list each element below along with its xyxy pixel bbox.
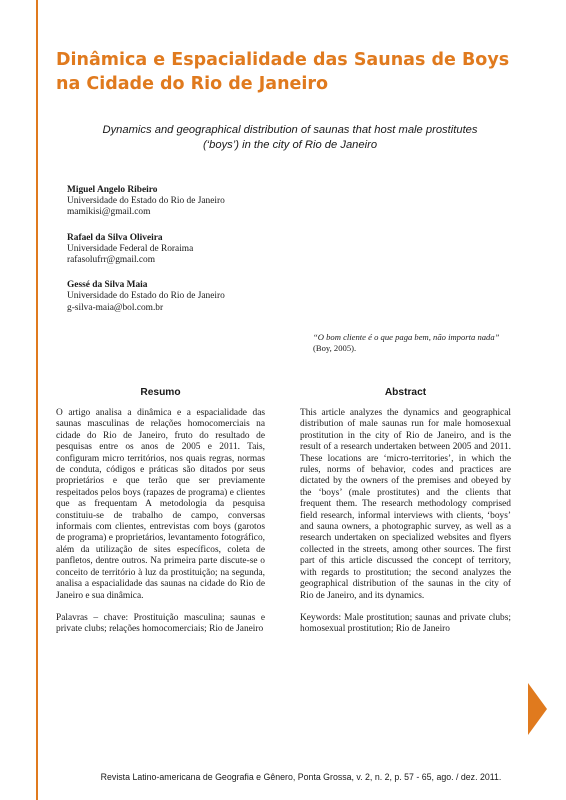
journal-footer: Revista Latino-americana de Geografia e Gênero, Ponta Grossa, v. 2, n. 2, p. 57 - 65, ago. / dez. 2011. bbox=[100, 772, 502, 782]
author-name: Miguel Angelo Ribeiro bbox=[67, 185, 158, 195]
subtitle-line-2: (‘boys’) in the city of Rio de Janeiro bbox=[202, 139, 378, 151]
author-list bbox=[67, 185, 327, 328]
resumo-column bbox=[56, 387, 265, 636]
resumo-heading: Resumo bbox=[140, 387, 181, 398]
epigraph-source: (Boy, 2005). bbox=[313, 343, 357, 353]
abstract-text: This article analyzes the dynamics and geographical distribution of male saunas run for male homosexual prostitution in the city of Rio de Janeiro, and is the result of a research undertaken between 2005 and 2011. These locations are ‘micro-territories’, in which the rules, norms of behavior, codes and practices are dictated by the owners of the premises and obeyed by the ‘boys’ (male prostitutes) and the clients that frequent them. The research methodology comprised field research, informal interviews with clients, ‘boys’ and sauna owners, a photographic survey, as well as a research undertaken on specialized websites and flyers collected in the streets, among other sources. The first part of this article discussed the concept of territory, with regards to prostitution; the second analyzes the geographical distribution of the saunas in the city of Rio de Janeiro, and its dynamics. bbox=[300, 408, 511, 601]
author-email: mamikisi@gmail.com bbox=[67, 207, 151, 218]
author-block bbox=[67, 185, 327, 219]
author-block bbox=[67, 233, 327, 267]
author-affiliation: Universidade do Estado do Rio de Janeiro bbox=[67, 196, 225, 207]
epigraph bbox=[313, 332, 523, 354]
author-email: g-silva-maia@bol.com.br bbox=[67, 302, 164, 313]
abstract-keywords: Keywords: Male prostitution; saunas and private clubs; homosexual prostitution; Rio de Janeiro bbox=[300, 612, 511, 635]
author-name: Rafael da Silva Oliveira bbox=[67, 232, 163, 243]
author-name: Gessé da Silva Maia bbox=[67, 280, 148, 291]
abstract-column bbox=[300, 387, 511, 636]
resumo-text: O artigo analisa a dinâmica e a espacialidade das saunas masculinas de relações homocomerciais na cidade do Rio de Janeiro, fruto do resultado de pesquisas entre os anos de 2005 e 2011. Tais, configuram micro territórios, nos quais regras, normas de conduta, códigos e práticas são ditados por seus proprietários e que terão que ser previamente respeitados pelos boys (rapazes de programa) e clientes que as frequentam A metodologia da pesquisa constituiu-se de trabalho de campo, conversas informais com clientes, entrevistas com boys (garotos de programa) e proprietários, levantamento fotográfico, além da utilização de sites específicos, coleta de panfletos, dentre outros. Na primeira parte discute-se o conceito de território à luz da prostituição; na segunda, analisa a espacialidade das saunas na cidade do Rio de Janeiro e sua dinâmica. bbox=[56, 408, 265, 601]
left-accent-bar bbox=[36, 0, 38, 800]
english-subtitle bbox=[75, 123, 505, 153]
author-block bbox=[67, 280, 327, 314]
resumo-keywords: Palavras – chave: Prostituição masculina; saunas e private clubs; relações homocomerciais; Rio de Janeiro bbox=[56, 612, 265, 635]
subtitle-line-1: Dynamics and geographical distribution of saunas that host male prostitutes bbox=[102, 124, 478, 136]
page-title: Dinâmica e Espacialidade das Saunas de Boys na Cidade do Rio de Janeiro bbox=[56, 50, 510, 94]
author-affiliation: Universidade Federal de Roraima bbox=[67, 243, 194, 254]
epigraph-quote: “O bom cliente é o que paga bem, não importa nada” bbox=[313, 332, 500, 342]
author-email: rafasolufrr@gmail.com bbox=[67, 255, 156, 266]
author-affiliation: Universidade do Estado do Rio de Janeiro bbox=[67, 291, 225, 302]
next-page-arrow-icon[interactable] bbox=[528, 683, 547, 735]
abstract-heading: Abstract bbox=[384, 387, 427, 398]
